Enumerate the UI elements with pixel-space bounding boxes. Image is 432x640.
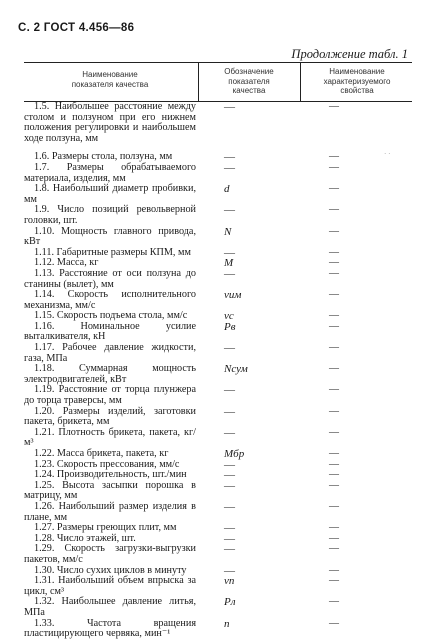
- table-row: [0, 343, 432, 364]
- indicator-symbol: —: [224, 458, 235, 471]
- indicator-symbol: vп: [224, 575, 235, 588]
- indicator-symbol: —: [224, 500, 235, 513]
- indicator-symbol: Nсум: [224, 363, 248, 376]
- table-row: [0, 502, 432, 523]
- quality-indicator-name: 1.17. Рабочее давление жидкости, газа, МПа: [24, 342, 196, 364]
- quality-indicator-name: 1.33. Частота вращения пластицирующего червяка, мин⁻¹: [24, 617, 196, 640]
- indicator-symbol: —: [224, 342, 235, 355]
- characterized-property: —: [329, 289, 339, 301]
- characterized-property: —: [329, 161, 339, 173]
- column-header-property: Наименование характеризуемого свойства: [323, 67, 391, 95]
- indicator-symbol: —: [224, 161, 235, 174]
- table-row: [0, 290, 432, 311]
- table-body: [0, 102, 432, 640]
- quality-indicator-name: 1.10. Мощность главного привода, кВт: [24, 225, 196, 248]
- indicator-symbol: —: [224, 405, 235, 418]
- indicator-symbol: Pл: [224, 596, 236, 609]
- quality-indicator-name: 1.12. Масса, кг: [34, 257, 99, 269]
- quality-indicator-name: 1.7. Размеры обрабатываемого материала, изделия, мм: [24, 161, 196, 184]
- characterized-property: —: [329, 363, 339, 375]
- quality-indicator-name: 1.11. Габаритные размеры КПМ, мм: [34, 246, 191, 258]
- characterized-property: —: [329, 384, 339, 396]
- quality-indicator-name: 1.27. Размеры греющих плит, мм: [34, 522, 177, 534]
- quality-indicator-name: 1.16. Номинальное усилие выталкивателя, кН: [24, 320, 196, 343]
- quality-indicator-name: 1.18. Суммарная мощность электродвигателей, кВт: [24, 363, 196, 385]
- standard-code: С. 2 ГОСТ 4.456—86: [18, 22, 135, 34]
- quality-indicator-name: 1.30. Число сухих циклов в минуту: [34, 564, 187, 576]
- indicator-symbol: —: [224, 204, 235, 217]
- quality-indicator-name: 1.29. Скорость загрузки-выгрузки пакетов, мм/с: [24, 543, 196, 565]
- indicator-symbol: —: [224, 564, 235, 577]
- characterized-property: —: [329, 101, 339, 112]
- indicator-symbol: Pв: [224, 320, 236, 333]
- indicator-symbol: M: [224, 257, 234, 270]
- characterized-property: —: [329, 596, 339, 608]
- indicator-symbol: —: [224, 246, 235, 259]
- table-row: [0, 407, 432, 428]
- table-row: [0, 227, 432, 248]
- characterized-property: —: [329, 320, 339, 332]
- quality-indicator-name: 1.26. Наибольший размер изделия в плане, мм: [24, 500, 196, 523]
- quality-indicator-name: 1.15. Скорость подъема стола, мм/с: [34, 310, 188, 322]
- indicator-symbol: —: [224, 543, 235, 556]
- table-row: [0, 576, 432, 597]
- table-row: [0, 449, 432, 460]
- scan-mark: · ·: [384, 150, 391, 158]
- header-divider: [198, 62, 199, 101]
- table-row: [0, 364, 432, 385]
- quality-indicator-name: 1.21. Плотность брикета, пакета, кг/м³: [24, 426, 196, 449]
- table-row: [0, 481, 432, 502]
- characterized-property: —: [329, 543, 339, 555]
- quality-indicator-name: 1.28. Число этажей, шт.: [34, 532, 136, 544]
- quality-indicator-name: 1.8. Наибольший диаметр пробивки, мм: [24, 183, 196, 205]
- indicator-symbol: Mбр: [224, 448, 245, 460]
- table-row: [0, 385, 432, 406]
- characterized-property: —: [329, 267, 339, 279]
- indicator-symbol: n: [224, 617, 230, 630]
- indicator-symbol: —: [224, 267, 235, 280]
- quality-indicator-name: 1.5. Наибольшее расстояние между столом и ползуном при его нижнем положения регулировки и наибольшем ходе ползуна, мм: [24, 101, 196, 144]
- characterized-property: —: [329, 532, 339, 544]
- characterized-property: —: [329, 257, 339, 269]
- header-divider: [300, 62, 301, 101]
- quality-indicator-name: 1.25. Высота засыпки порошка в матрицу, мм: [24, 479, 196, 502]
- table-row: [0, 619, 432, 640]
- table-row: [0, 163, 432, 184]
- characterized-property: —: [329, 564, 339, 576]
- characterized-property: —: [329, 458, 339, 470]
- indicator-symbol: —: [224, 151, 235, 164]
- characterized-property: —: [329, 479, 339, 491]
- characterized-property: —: [329, 246, 339, 258]
- characterized-property: —: [329, 469, 339, 481]
- table-row: [0, 322, 432, 343]
- characterized-property: —: [329, 151, 339, 163]
- column-header-symbol: Обозначение показателя качества: [224, 67, 274, 95]
- table-row: [0, 544, 432, 565]
- indicator-symbol: —: [224, 479, 235, 492]
- table-row: [0, 428, 432, 449]
- characterized-property: —: [329, 204, 339, 216]
- quality-indicator-name: 1.20. Размеры изделий, заготовки пакета, брикета, мм: [24, 405, 196, 428]
- quality-indicator-name: 1.19. Расстояние от торца плунжера до торца траверсы, мм: [24, 384, 196, 407]
- characterized-property: —: [329, 183, 339, 195]
- characterized-property: —: [329, 617, 339, 629]
- table-header: [24, 62, 412, 102]
- quality-indicator-name: 1.13. Расстояние от оси ползуна до станины (вылет), мм: [24, 267, 196, 290]
- table-row: [0, 269, 432, 290]
- characterized-property: —: [329, 575, 339, 587]
- characterized-property: —: [329, 522, 339, 534]
- characterized-property: —: [329, 310, 339, 322]
- quality-indicator-name: 1.6. Размеры стола, ползуна, мм: [34, 151, 173, 163]
- indicator-symbol: N: [224, 225, 232, 238]
- characterized-property: —: [329, 426, 339, 438]
- indicator-symbol: —: [224, 532, 235, 545]
- quality-indicator-name: 1.31. Наибольший объем впрыска за цикл, см³: [24, 575, 196, 597]
- table-continuation-label: Продолжение табл. 1: [291, 47, 408, 61]
- quality-indicator-name: 1.22. Масса брикета, пакета, кг: [34, 448, 169, 459]
- table-row: [0, 184, 432, 205]
- quality-indicator-name: 1.23. Скорость прессования, мм/с: [34, 458, 180, 470]
- characterized-property: —: [329, 225, 339, 237]
- table-row: [0, 597, 432, 618]
- quality-indicator-name: 1.32. Наибольшее давление литья, МПа: [24, 596, 196, 618]
- quality-indicator-name: 1.14. Скорость исполнительного механизма, мм/с: [24, 289, 196, 311]
- characterized-property: —: [329, 500, 339, 512]
- indicator-symbol: —: [224, 469, 235, 482]
- table-row: [0, 205, 432, 226]
- table-row: [0, 102, 432, 144]
- characterized-property: —: [329, 342, 339, 354]
- quality-indicator-name: 1.24. Производительность, шт./мин: [34, 469, 187, 481]
- indicator-symbol: —: [224, 101, 235, 113]
- column-header-name: Наименование показателя качества: [71, 70, 149, 89]
- indicator-symbol: vс: [224, 310, 234, 323]
- indicator-symbol: —: [224, 522, 235, 535]
- quality-indicator-name: 1.9. Число позиций револьверной головки, шт.: [24, 204, 196, 226]
- indicator-symbol: —: [224, 384, 235, 397]
- characterized-property: —: [329, 405, 339, 417]
- indicator-symbol: vим: [224, 289, 242, 302]
- characterized-property: —: [329, 448, 339, 459]
- indicator-symbol: d: [224, 183, 230, 196]
- indicator-symbol: —: [224, 426, 235, 439]
